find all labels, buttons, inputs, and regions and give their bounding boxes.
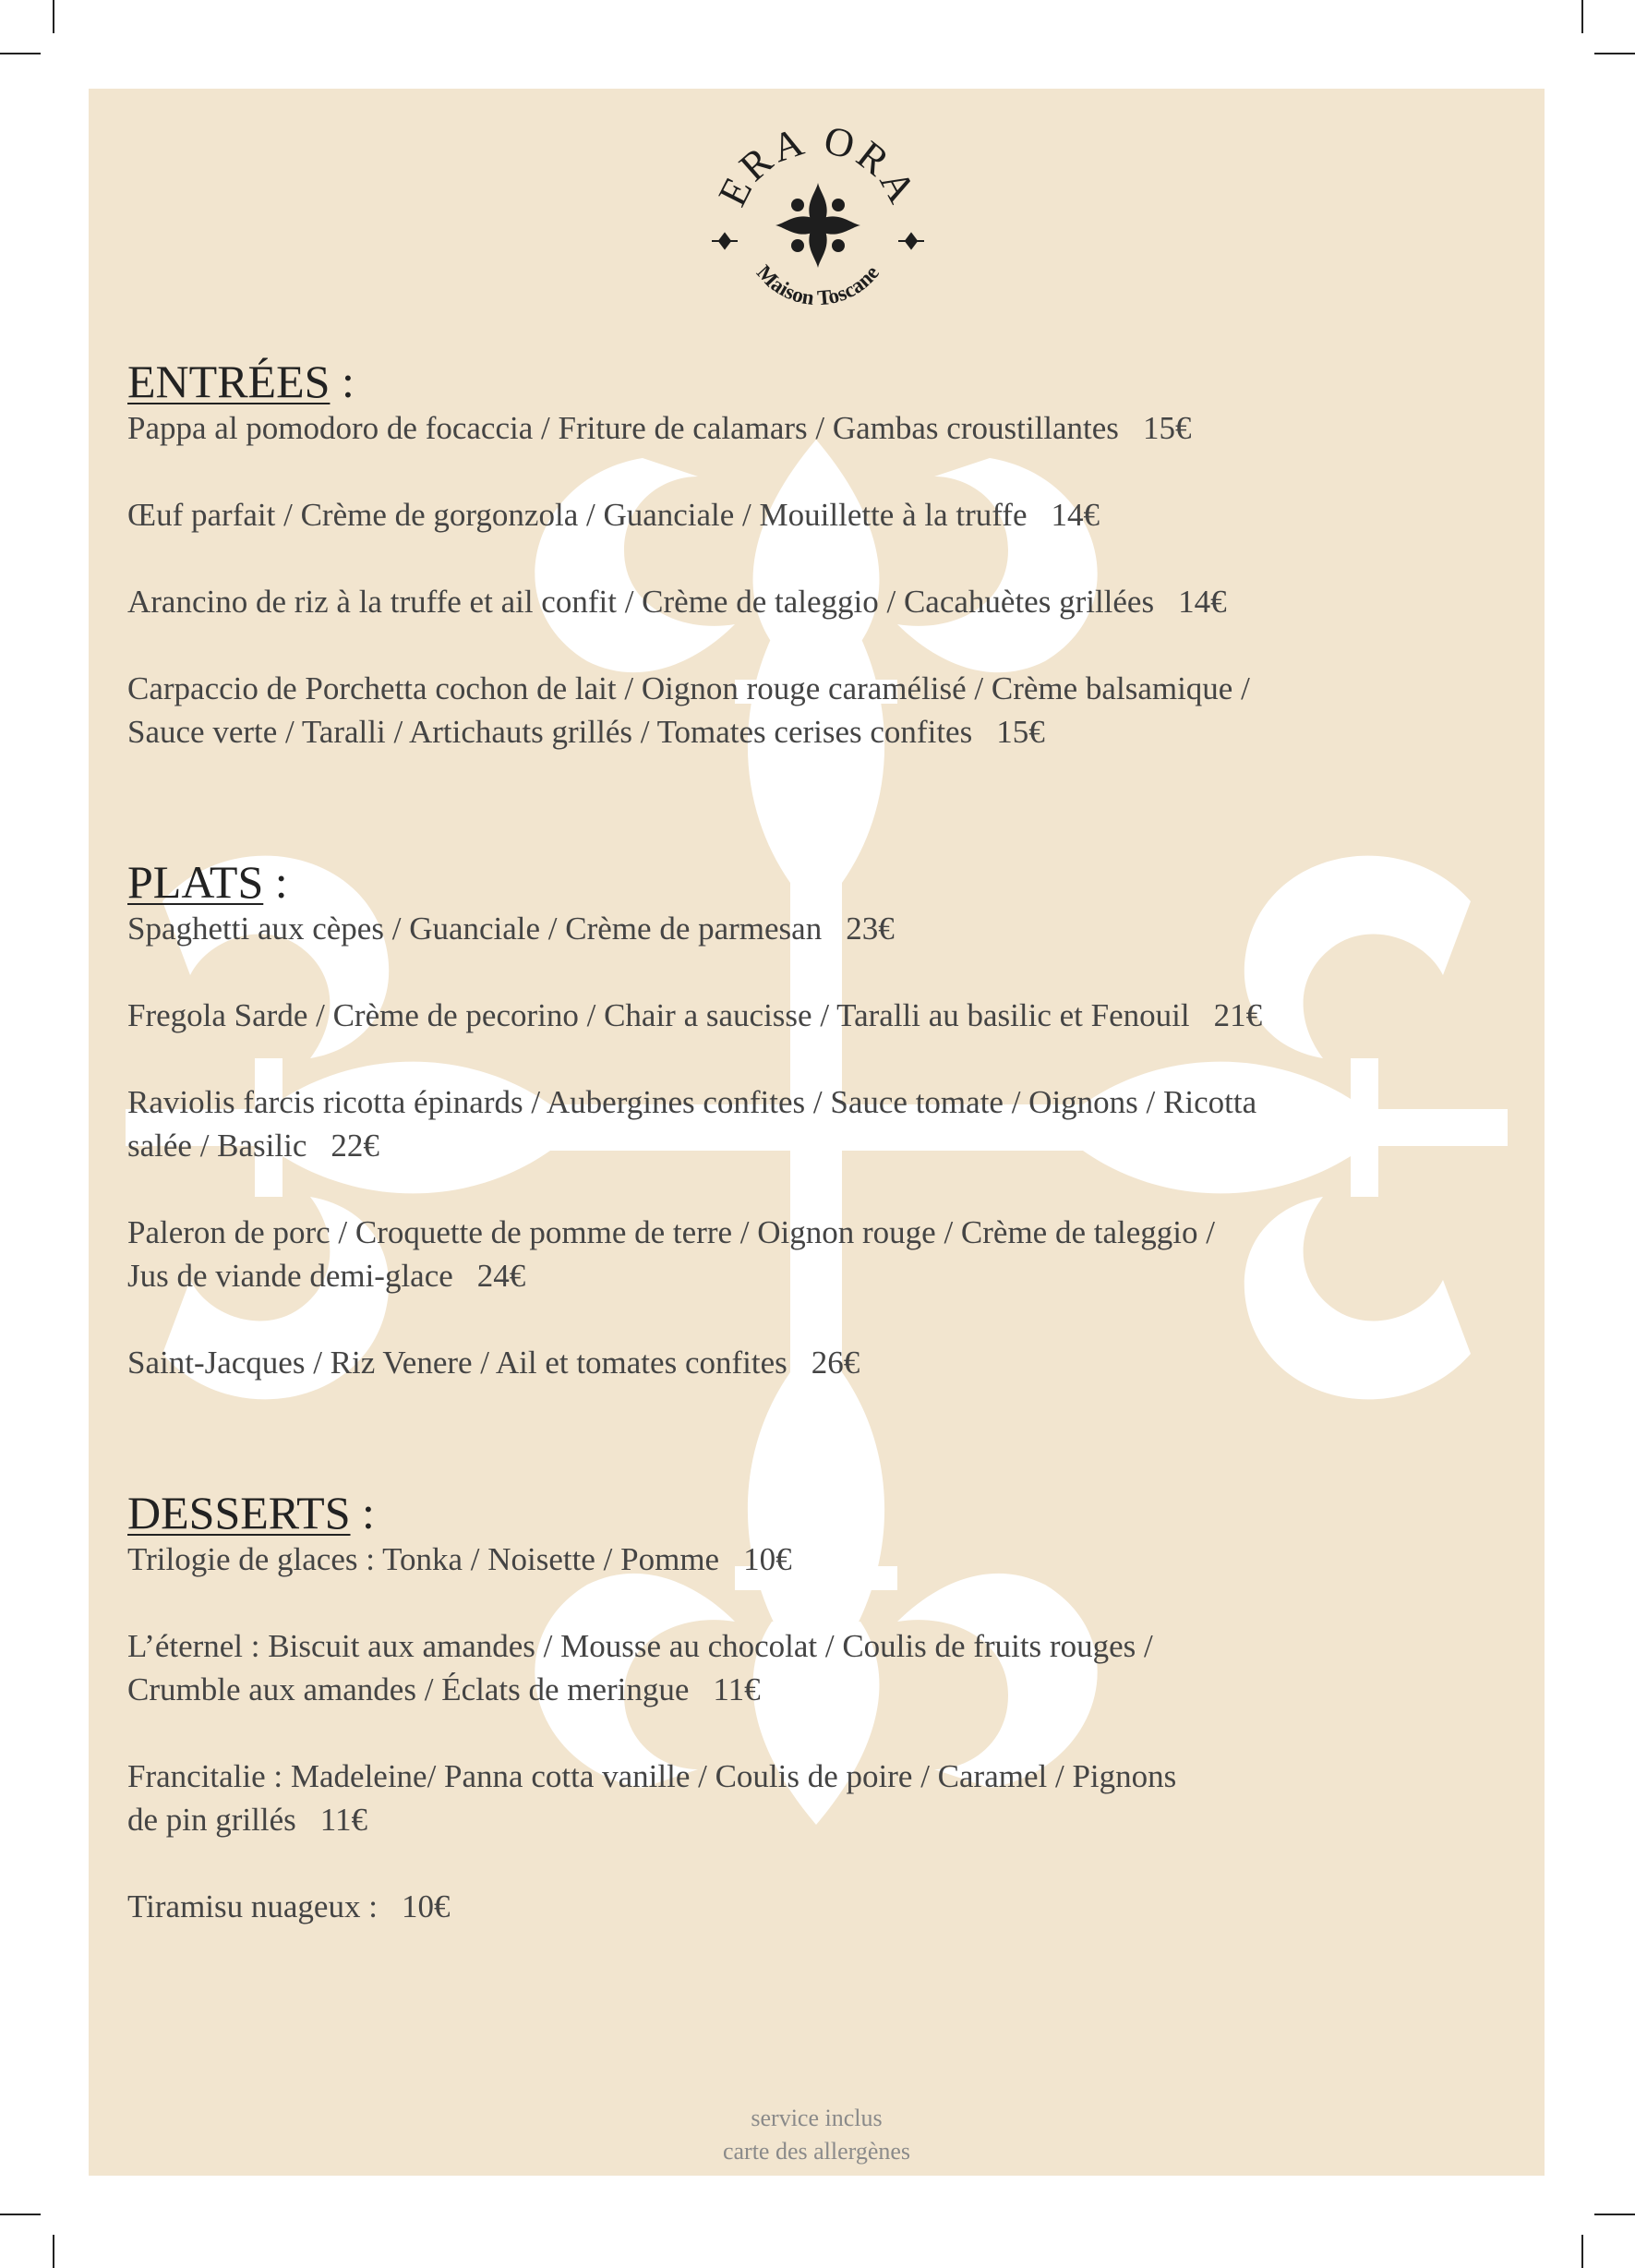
section-plats [127,857,1512,1384]
svg-text:Maison Toscane: Maison Toscane [751,260,884,310]
section-title: ENTRÉES : [127,356,355,407]
price: 23€ [846,911,895,947]
price: 11€ [319,1802,367,1838]
menu-item: Trilogie de glaces : Tonka / Noisette / Pomme 10€ [127,1541,792,1577]
crop-mark [0,2214,41,2215]
price: 15€ [1142,410,1192,446]
crop-mark [1581,0,1583,33]
price: 11€ [713,1671,761,1707]
menu-item: Tiramisu nuageux : 10€ [127,1888,451,1924]
price: 10€ [401,1888,451,1924]
section-entrees [127,356,1512,754]
menu-item: Œuf parfait / Crème de gorgonzola / Guanciale / Mouillette à la truffe 14€ [127,497,1100,533]
service-note: service inclus [751,2105,883,2131]
footer [89,2102,1545,2168]
crop-mark [53,2235,54,2268]
menu-content [127,356,1512,1928]
menu-item: Raviolis farcis ricotta épinards / Aubergines confites / Sauce tomate / Oignons / Ricotta salée / Basilic 22€ [127,1084,1257,1164]
price: 21€ [1213,997,1263,1033]
crop-mark [1594,2214,1635,2215]
crop-mark [1581,2235,1583,2268]
allergen-link[interactable]: carte des allergènes [722,2138,911,2165]
menu-item: Paleron de porc / Croquette de pomme de terre / Oignon rouge / Crème de taleggio / Jus de viande demi-glace 24€ [127,1214,1215,1294]
menu-item: Francitalie : Madeleine/ Panna cotta vanille / Coulis de poire / Caramel / Pignons de pin grillés 11€ [127,1758,1177,1838]
menu-item: Fregola Sarde / Crème de pecorino / Chair a saucisse / Taralli au basilic et Fenouil 21€ [127,997,1263,1033]
menu-item: Pappa al pomodoro de focaccia / Friture de calamars / Gambas croustillantes 15€ [127,410,1192,446]
svg-text:ERA ORA: ERA ORA [709,116,927,213]
crop-mark [53,0,54,33]
menu-item: Saint-Jacques / Riz Venere / Ail et tomates confites 26€ [127,1345,860,1381]
price: 15€ [996,714,1045,750]
price: 26€ [811,1345,860,1381]
crop-mark [1594,53,1635,54]
menu-item: Carpaccio de Porchetta cochon de lait / Oignon rouge caramélisé / Crème balsamique / Sauce verte / Taralli / Artichauts grillés / Tomates cerises confites 15€ [127,670,1250,750]
price: 14€ [1178,584,1227,620]
price: 22€ [331,1128,379,1164]
section-title: PLATS : [127,856,288,908]
menu-item: Arancino de riz à la truffe et ail confit / Crème de taleggio / Cacahuètes grillées 14€ [127,584,1227,620]
menu-item: Spaghetti aux cèpes / Guanciale / Crème de parmesan 23€ [127,911,895,947]
menu-item: L’éternel : Biscuit aux amandes / Mousse au chocolat / Coulis de fruits rouges / Crumble aux amandes / Éclats de meringue 11€ [127,1628,1153,1707]
section-desserts [127,1488,1512,1928]
menu-page [89,89,1545,2176]
price: 24€ [476,1258,526,1294]
crop-mark [0,53,41,54]
price: 10€ [743,1541,792,1577]
price: 14€ [1051,497,1100,533]
era-ora-logo [703,107,933,338]
section-title: DESSERTS : [127,1487,375,1538]
